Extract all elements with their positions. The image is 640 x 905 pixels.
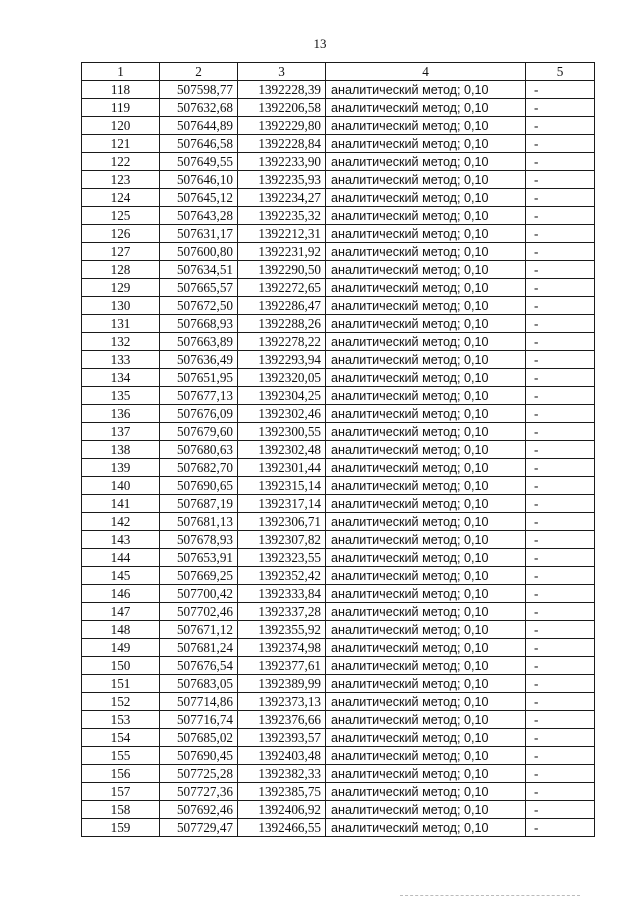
cell-method-accuracy: аналитический метод; 0,10: [326, 405, 526, 423]
table-row: [82, 567, 595, 585]
cell-point-number: 130: [82, 297, 160, 315]
cell-point-number: 128: [82, 261, 160, 279]
cell-coordinate-x: 507702,46: [160, 603, 238, 621]
cell-note: -: [526, 819, 595, 837]
cell-method-accuracy: аналитический метод; 0,10: [326, 117, 526, 135]
cell-coordinate-x: 507634,51: [160, 261, 238, 279]
cell-coordinate-x: 507663,89: [160, 333, 238, 351]
cell-point-number: 119: [82, 99, 160, 117]
cell-point-number: 150: [82, 657, 160, 675]
cell-method-accuracy: аналитический метод; 0,10: [326, 657, 526, 675]
cell-note: -: [526, 783, 595, 801]
cell-note: -: [526, 459, 595, 477]
cell-point-number: 133: [82, 351, 160, 369]
cell-method-accuracy: аналитический метод; 0,10: [326, 207, 526, 225]
cell-coordinate-x: 507644,89: [160, 117, 238, 135]
cell-note: -: [526, 189, 595, 207]
cell-coordinate-y: 1392286,47: [238, 297, 326, 315]
cell-point-number: 144: [82, 549, 160, 567]
cell-coordinate-x: 507685,02: [160, 729, 238, 747]
table-row: [82, 819, 595, 837]
cell-coordinate-x: 507692,46: [160, 801, 238, 819]
cell-point-number: 152: [82, 693, 160, 711]
cell-point-number: 129: [82, 279, 160, 297]
column-header-2: 2: [160, 63, 238, 81]
cell-coordinate-x: 507714,86: [160, 693, 238, 711]
cell-coordinate-y: 1392389,99: [238, 675, 326, 693]
cell-method-accuracy: аналитический метод; 0,10: [326, 531, 526, 549]
cell-method-accuracy: аналитический метод; 0,10: [326, 801, 526, 819]
cell-coordinate-y: 1392337,28: [238, 603, 326, 621]
table-row: [82, 729, 595, 747]
cell-note: -: [526, 477, 595, 495]
cell-point-number: 137: [82, 423, 160, 441]
cell-point-number: 149: [82, 639, 160, 657]
cell-coordinate-x: 507643,28: [160, 207, 238, 225]
cell-method-accuracy: аналитический метод; 0,10: [326, 621, 526, 639]
cell-point-number: 127: [82, 243, 160, 261]
table-row: [82, 675, 595, 693]
cell-coordinate-x: 507600,80: [160, 243, 238, 261]
table-row: [82, 711, 595, 729]
table-row: [82, 243, 595, 261]
header-row: [82, 63, 595, 81]
cell-note: -: [526, 369, 595, 387]
table-row: [82, 693, 595, 711]
cell-coordinate-x: 507700,42: [160, 585, 238, 603]
table-row: [82, 603, 595, 621]
cell-method-accuracy: аналитический метод; 0,10: [326, 729, 526, 747]
table-row: [82, 297, 595, 315]
cell-coordinate-y: 1392278,22: [238, 333, 326, 351]
cell-point-number: 141: [82, 495, 160, 513]
cell-note: -: [526, 729, 595, 747]
cell-method-accuracy: аналитический метод; 0,10: [326, 297, 526, 315]
cell-method-accuracy: аналитический метод; 0,10: [326, 315, 526, 333]
cell-coordinate-x: 507683,05: [160, 675, 238, 693]
cell-coordinate-x: 507636,49: [160, 351, 238, 369]
cell-note: -: [526, 135, 595, 153]
cell-method-accuracy: аналитический метод; 0,10: [326, 333, 526, 351]
cell-method-accuracy: аналитический метод; 0,10: [326, 747, 526, 765]
cell-point-number: 151: [82, 675, 160, 693]
cell-coordinate-x: 507680,63: [160, 441, 238, 459]
cell-note: -: [526, 711, 595, 729]
cell-note: -: [526, 423, 595, 441]
cell-method-accuracy: аналитический метод; 0,10: [326, 369, 526, 387]
table-row: [82, 81, 595, 99]
cell-point-number: 157: [82, 783, 160, 801]
cell-note: -: [526, 351, 595, 369]
cell-method-accuracy: аналитический метод; 0,10: [326, 495, 526, 513]
cell-coordinate-y: 1392206,58: [238, 99, 326, 117]
table-row: [82, 405, 595, 423]
cell-method-accuracy: аналитический метод; 0,10: [326, 423, 526, 441]
cell-note: -: [526, 747, 595, 765]
table-row: [82, 549, 595, 567]
cell-method-accuracy: аналитический метод; 0,10: [326, 459, 526, 477]
cell-method-accuracy: аналитический метод; 0,10: [326, 189, 526, 207]
cell-point-number: 132: [82, 333, 160, 351]
cell-coordinate-x: 507676,09: [160, 405, 238, 423]
table-row: [82, 783, 595, 801]
cell-coordinate-y: 1392376,66: [238, 711, 326, 729]
cell-coordinate-x: 507725,28: [160, 765, 238, 783]
cell-coordinate-y: 1392290,50: [238, 261, 326, 279]
cell-coordinate-x: 507668,93: [160, 315, 238, 333]
cell-point-number: 125: [82, 207, 160, 225]
column-header-4: 4: [326, 63, 526, 81]
cell-method-accuracy: аналитический метод; 0,10: [326, 585, 526, 603]
table-row: [82, 639, 595, 657]
table-row: [82, 153, 595, 171]
cell-coordinate-y: 1392229,80: [238, 117, 326, 135]
cell-coordinate-y: 1392352,42: [238, 567, 326, 585]
table-row: [82, 279, 595, 297]
table-row: [82, 765, 595, 783]
cell-note: -: [526, 603, 595, 621]
cell-coordinate-y: 1392212,31: [238, 225, 326, 243]
table-row: [82, 387, 595, 405]
cell-point-number: 158: [82, 801, 160, 819]
cell-point-number: 156: [82, 765, 160, 783]
column-header-1: 1: [82, 63, 160, 81]
cell-note: -: [526, 693, 595, 711]
cell-coordinate-x: 507676,54: [160, 657, 238, 675]
cell-method-accuracy: аналитический метод; 0,10: [326, 639, 526, 657]
cell-note: -: [526, 441, 595, 459]
cell-coordinate-y: 1392373,13: [238, 693, 326, 711]
cell-method-accuracy: аналитический метод; 0,10: [326, 783, 526, 801]
table-row: [82, 351, 595, 369]
cell-method-accuracy: аналитический метод; 0,10: [326, 351, 526, 369]
cell-method-accuracy: аналитический метод; 0,10: [326, 171, 526, 189]
cell-note: -: [526, 207, 595, 225]
table-row: [82, 747, 595, 765]
cell-coordinate-x: 507649,55: [160, 153, 238, 171]
cell-point-number: 135: [82, 387, 160, 405]
cell-method-accuracy: аналитический метод; 0,10: [326, 693, 526, 711]
cell-point-number: 134: [82, 369, 160, 387]
cell-note: -: [526, 171, 595, 189]
cell-note: -: [526, 81, 595, 99]
table-row: [82, 99, 595, 117]
cell-note: -: [526, 765, 595, 783]
cell-coordinate-y: 1392315,14: [238, 477, 326, 495]
cell-method-accuracy: аналитический метод; 0,10: [326, 819, 526, 837]
cell-note: -: [526, 585, 595, 603]
table-row: [82, 513, 595, 531]
table-row: [82, 441, 595, 459]
table-row: [82, 657, 595, 675]
cell-method-accuracy: аналитический метод; 0,10: [326, 153, 526, 171]
cell-note: -: [526, 387, 595, 405]
cell-method-accuracy: аналитический метод; 0,10: [326, 243, 526, 261]
cell-note: -: [526, 243, 595, 261]
cell-method-accuracy: аналитический метод; 0,10: [326, 513, 526, 531]
cell-note: -: [526, 495, 595, 513]
cell-point-number: 131: [82, 315, 160, 333]
cell-note: -: [526, 315, 595, 333]
cell-point-number: 154: [82, 729, 160, 747]
cell-coordinate-y: 1392228,84: [238, 135, 326, 153]
coordinates-table: [81, 62, 595, 837]
table-row: [82, 459, 595, 477]
table-row: [82, 189, 595, 207]
cell-note: -: [526, 531, 595, 549]
cell-coordinate-x: 507677,13: [160, 387, 238, 405]
cell-coordinate-x: 507646,58: [160, 135, 238, 153]
cell-coordinate-y: 1392233,90: [238, 153, 326, 171]
table-row: [82, 225, 595, 243]
cell-coordinate-y: 1392231,92: [238, 243, 326, 261]
cell-coordinate-x: 507651,95: [160, 369, 238, 387]
table-row: [82, 423, 595, 441]
table-row: [82, 333, 595, 351]
cell-coordinate-y: 1392374,98: [238, 639, 326, 657]
cell-note: -: [526, 117, 595, 135]
cell-note: -: [526, 621, 595, 639]
page-footer-marks: [400, 895, 580, 898]
cell-coordinate-y: 1392302,48: [238, 441, 326, 459]
cell-method-accuracy: аналитический метод; 0,10: [326, 567, 526, 585]
cell-method-accuracy: аналитический метод; 0,10: [326, 261, 526, 279]
cell-coordinate-y: 1392377,61: [238, 657, 326, 675]
table-row: [82, 477, 595, 495]
cell-method-accuracy: аналитический метод; 0,10: [326, 99, 526, 117]
table-row: [82, 171, 595, 189]
cell-method-accuracy: аналитический метод; 0,10: [326, 477, 526, 495]
cell-point-number: 146: [82, 585, 160, 603]
cell-point-number: 122: [82, 153, 160, 171]
cell-coordinate-x: 507687,19: [160, 495, 238, 513]
cell-method-accuracy: аналитический метод; 0,10: [326, 81, 526, 99]
cell-note: -: [526, 261, 595, 279]
cell-point-number: 139: [82, 459, 160, 477]
table-row: [82, 801, 595, 819]
cell-coordinate-x: 507671,12: [160, 621, 238, 639]
cell-coordinate-x: 507646,10: [160, 171, 238, 189]
cell-coordinate-y: 1392393,57: [238, 729, 326, 747]
cell-point-number: 123: [82, 171, 160, 189]
table-row: [82, 585, 595, 603]
cell-point-number: 118: [82, 81, 160, 99]
table-row: [82, 261, 595, 279]
cell-method-accuracy: аналитический метод; 0,10: [326, 603, 526, 621]
cell-coordinate-x: 507681,13: [160, 513, 238, 531]
cell-point-number: 143: [82, 531, 160, 549]
cell-method-accuracy: аналитический метод; 0,10: [326, 549, 526, 567]
cell-note: -: [526, 675, 595, 693]
cell-note: -: [526, 513, 595, 531]
cell-note: -: [526, 153, 595, 171]
cell-coordinate-y: 1392288,26: [238, 315, 326, 333]
cell-point-number: 159: [82, 819, 160, 837]
cell-coordinate-y: 1392306,71: [238, 513, 326, 531]
cell-method-accuracy: аналитический метод; 0,10: [326, 441, 526, 459]
table-header: [82, 63, 595, 81]
table-row: [82, 315, 595, 333]
cell-point-number: 155: [82, 747, 160, 765]
cell-point-number: 147: [82, 603, 160, 621]
cell-point-number: 126: [82, 225, 160, 243]
cell-note: -: [526, 801, 595, 819]
cell-note: -: [526, 657, 595, 675]
cell-point-number: 138: [82, 441, 160, 459]
cell-coordinate-x: 507632,68: [160, 99, 238, 117]
cell-note: -: [526, 567, 595, 585]
cell-point-number: 148: [82, 621, 160, 639]
cell-note: -: [526, 297, 595, 315]
cell-note: -: [526, 333, 595, 351]
table-body: [82, 81, 595, 837]
cell-point-number: 153: [82, 711, 160, 729]
cell-point-number: 136: [82, 405, 160, 423]
cell-coordinate-x: 507669,25: [160, 567, 238, 585]
cell-point-number: 140: [82, 477, 160, 495]
cell-coordinate-y: 1392300,55: [238, 423, 326, 441]
cell-coordinate-x: 507653,91: [160, 549, 238, 567]
cell-coordinate-x: 507672,50: [160, 297, 238, 315]
cell-coordinate-y: 1392272,65: [238, 279, 326, 297]
cell-method-accuracy: аналитический метод; 0,10: [326, 711, 526, 729]
cell-point-number: 142: [82, 513, 160, 531]
cell-method-accuracy: аналитический метод; 0,10: [326, 279, 526, 297]
table-row: [82, 117, 595, 135]
table-row: [82, 369, 595, 387]
cell-method-accuracy: аналитический метод; 0,10: [326, 225, 526, 243]
cell-coordinate-y: 1392466,55: [238, 819, 326, 837]
cell-point-number: 121: [82, 135, 160, 153]
cell-coordinate-x: 507682,70: [160, 459, 238, 477]
cell-method-accuracy: аналитический метод; 0,10: [326, 135, 526, 153]
cell-coordinate-y: 1392385,75: [238, 783, 326, 801]
cell-coordinate-y: 1392382,33: [238, 765, 326, 783]
cell-coordinate-x: 507690,45: [160, 747, 238, 765]
cell-coordinate-y: 1392320,05: [238, 369, 326, 387]
cell-coordinate-y: 1392333,84: [238, 585, 326, 603]
cell-coordinate-y: 1392304,25: [238, 387, 326, 405]
cell-note: -: [526, 225, 595, 243]
cell-coordinate-x: 507727,36: [160, 783, 238, 801]
table-row: [82, 621, 595, 639]
cell-method-accuracy: аналитический метод; 0,10: [326, 765, 526, 783]
cell-note: -: [526, 639, 595, 657]
cell-coordinate-y: 1392355,92: [238, 621, 326, 639]
table-row: [82, 531, 595, 549]
cell-point-number: 120: [82, 117, 160, 135]
cell-coordinate-y: 1392301,44: [238, 459, 326, 477]
cell-coordinate-y: 1392234,27: [238, 189, 326, 207]
cell-coordinate-x: 507679,60: [160, 423, 238, 441]
cell-coordinate-y: 1392323,55: [238, 549, 326, 567]
cell-coordinate-x: 507681,24: [160, 639, 238, 657]
column-header-3: 3: [238, 63, 326, 81]
cell-coordinate-y: 1392317,14: [238, 495, 326, 513]
cell-coordinate-x: 507631,17: [160, 225, 238, 243]
page-number: 13: [313, 36, 327, 51]
cell-note: -: [526, 279, 595, 297]
cell-coordinate-x: 507598,77: [160, 81, 238, 99]
cell-coordinate-y: 1392307,82: [238, 531, 326, 549]
cell-coordinate-y: 1392235,32: [238, 207, 326, 225]
table-row: [82, 207, 595, 225]
cell-point-number: 145: [82, 567, 160, 585]
cell-coordinate-y: 1392403,48: [238, 747, 326, 765]
cell-note: -: [526, 99, 595, 117]
table-row: [82, 495, 595, 513]
cell-coordinate-y: 1392293,94: [238, 351, 326, 369]
cell-note: -: [526, 405, 595, 423]
table-row: [82, 135, 595, 153]
cell-coordinate-x: 507729,47: [160, 819, 238, 837]
cell-note: -: [526, 549, 595, 567]
cell-coordinate-y: 1392302,46: [238, 405, 326, 423]
cell-coordinate-x: 507645,12: [160, 189, 238, 207]
column-header-5: 5: [526, 63, 595, 81]
cell-coordinate-x: 507665,57: [160, 279, 238, 297]
cell-coordinate-x: 507690,65: [160, 477, 238, 495]
cell-coordinate-x: 507678,93: [160, 531, 238, 549]
cell-method-accuracy: аналитический метод; 0,10: [326, 387, 526, 405]
cell-method-accuracy: аналитический метод; 0,10: [326, 675, 526, 693]
cell-coordinate-x: 507716,74: [160, 711, 238, 729]
cell-coordinate-y: 1392406,92: [238, 801, 326, 819]
cell-coordinate-y: 1392235,93: [238, 171, 326, 189]
cell-point-number: 124: [82, 189, 160, 207]
cell-coordinate-y: 1392228,39: [238, 81, 326, 99]
